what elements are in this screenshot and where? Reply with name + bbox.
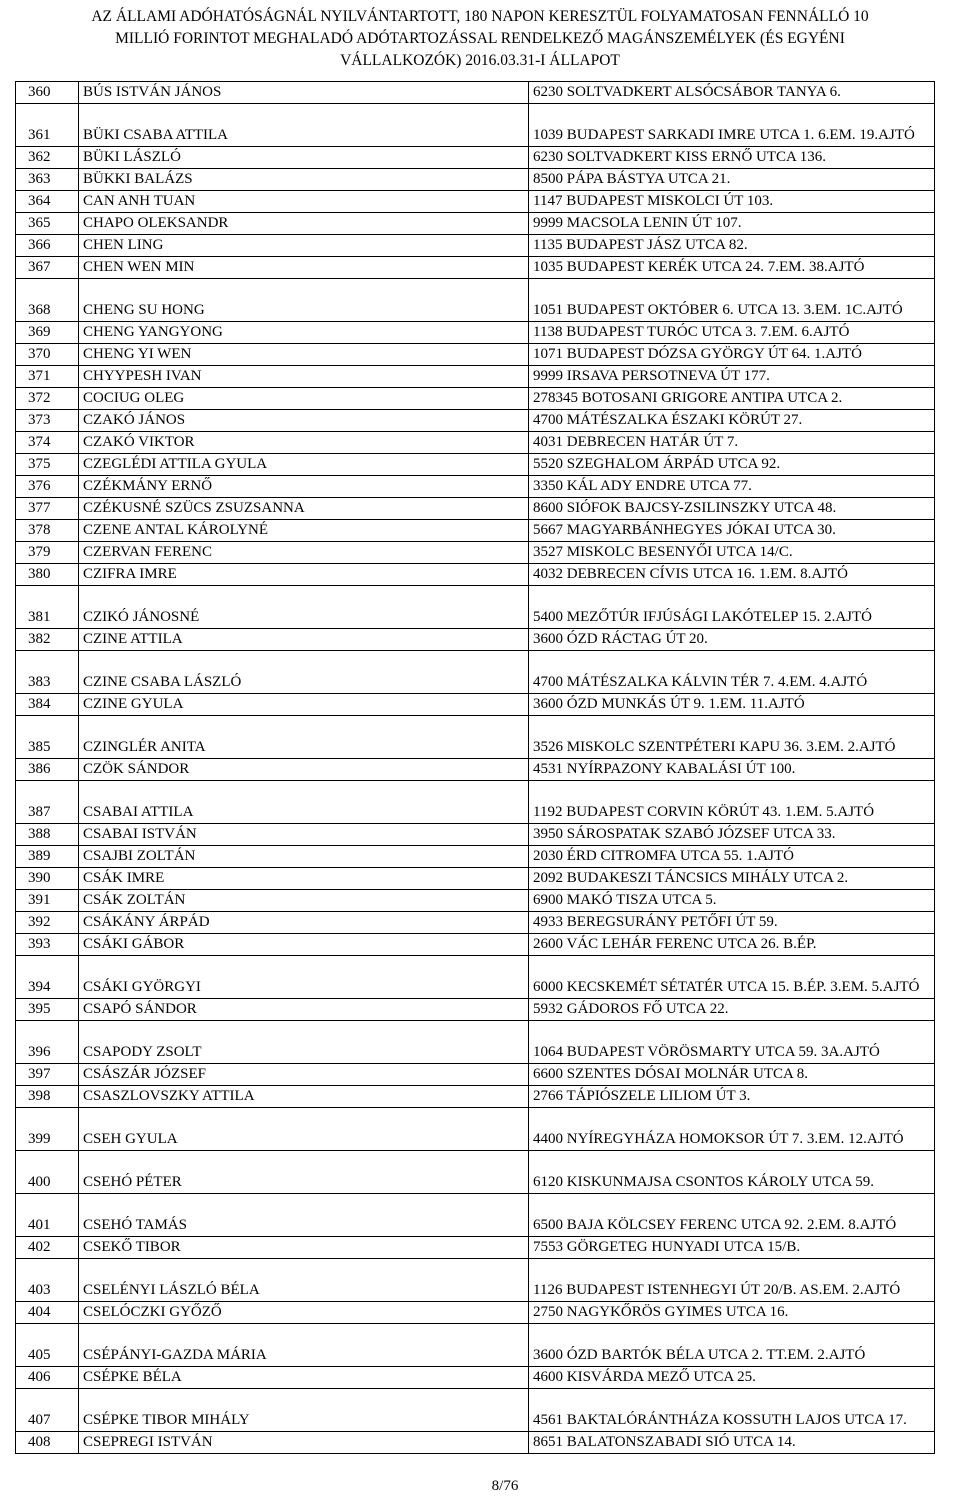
row-name: CAN ANH TUAN: [79, 191, 529, 213]
row-address: 2750 NAGYKŐRÖS GYIMES UTCA 16.: [529, 1302, 935, 1324]
row-name: CZINE CSABA LÁSZLÓ: [79, 651, 529, 694]
row-name: CZEGLÉDI ATTILA GYULA: [79, 454, 529, 476]
row-name: CSABAI ISTVÁN: [79, 824, 529, 846]
row-address: 4031 DEBRECEN HATÁR ÚT 7.: [529, 432, 935, 454]
row-number: 367: [16, 257, 79, 279]
row-name: CSELÉNYI LÁSZLÓ BÉLA: [79, 1259, 529, 1302]
row-name: CSÁKI GÁBOR: [79, 934, 529, 956]
row-number: 371: [16, 366, 79, 388]
row-name: CHENG YI WEN: [79, 344, 529, 366]
row-name: CZIKÓ JÁNOSNÉ: [79, 586, 529, 629]
row-address: 2092 BUDAKESZI TÁNCSICS MIHÁLY UTCA 2.: [529, 868, 935, 890]
taxpayer-table: [15, 81, 935, 1454]
table-row: [16, 1237, 935, 1259]
table-row: [16, 520, 935, 542]
row-number: 402: [16, 1237, 79, 1259]
row-address: 4700 MÁTÉSZALKA ÉSZAKI KÖRÚT 27.: [529, 410, 935, 432]
row-number: 403: [16, 1259, 79, 1302]
table-row: [16, 476, 935, 498]
row-address: 8500 PÁPA BÁSTYA UTCA 21.: [529, 169, 935, 191]
row-name: COCIUG OLEG: [79, 388, 529, 410]
row-number: 364: [16, 191, 79, 213]
row-number: 388: [16, 824, 79, 846]
table-row: [16, 191, 935, 213]
row-name: CSÁK IMRE: [79, 868, 529, 890]
row-address: 2600 VÁC LEHÁR FERENC UTCA 26. B.ÉP.: [529, 934, 935, 956]
row-address: 5400 MEZŐTÚR IFJÚSÁGI LAKÓTELEP 15. 2.AJTÓ: [529, 586, 935, 629]
row-name: CZAKÓ JÁNOS: [79, 410, 529, 432]
table-row: [16, 454, 935, 476]
row-name: BÜKI LÁSZLÓ: [79, 147, 529, 169]
table-row: [16, 344, 935, 366]
table-row: [16, 651, 935, 694]
table-row: [16, 366, 935, 388]
row-number: 379: [16, 542, 79, 564]
table-row: [16, 694, 935, 716]
table-row: [16, 257, 935, 279]
row-number: 408: [16, 1432, 79, 1454]
row-name: BÜKI CSABA ATTILA: [79, 104, 529, 147]
row-number: 382: [16, 629, 79, 651]
table-row: [16, 716, 935, 759]
row-address: 1064 BUDAPEST VÖRÖSMARTY UTCA 59. 3A.AJTÓ: [529, 1021, 935, 1064]
row-address: 6120 KISKUNMAJSA CSONTOS KÁROLY UTCA 59.: [529, 1151, 935, 1194]
row-number: 400: [16, 1151, 79, 1194]
row-address: 1135 BUDAPEST JÁSZ UTCA 82.: [529, 235, 935, 257]
row-address: 3350 KÁL ADY ENDRE UTCA 77.: [529, 476, 935, 498]
row-address: 4561 BAKTALÓRÁNTHÁZA KOSSUTH LAJOS UTCA 17.: [529, 1389, 935, 1432]
row-number: 385: [16, 716, 79, 759]
row-number: 398: [16, 1086, 79, 1108]
row-name: CHENG YANGYONG: [79, 322, 529, 344]
row-address: 3600 ÓZD MUNKÁS ÚT 9. 1.EM. 11.AJTÓ: [529, 694, 935, 716]
row-number: 393: [16, 934, 79, 956]
row-name: CZÉKMÁNY ERNŐ: [79, 476, 529, 498]
row-name: CHEN LING: [79, 235, 529, 257]
table-row: [16, 824, 935, 846]
row-address: 1192 BUDAPEST CORVIN KÖRÚT 43. 1.EM. 5.AJTÓ: [529, 781, 935, 824]
row-number: 370: [16, 344, 79, 366]
row-name: BÜKKI BALÁZS: [79, 169, 529, 191]
row-name: CSÁK ZOLTÁN: [79, 890, 529, 912]
row-name: CZERVAN FERENC: [79, 542, 529, 564]
row-address: 4032 DEBRECEN CÍVIS UTCA 16. 1.EM. 8.AJTÓ: [529, 564, 935, 586]
row-address: 2766 TÁPIÓSZELE LILIOM ÚT 3.: [529, 1086, 935, 1108]
row-address: 4700 MÁTÉSZALKA KÁLVIN TÉR 7. 4.EM. 4.AJTÓ: [529, 651, 935, 694]
table-row: [16, 1151, 935, 1194]
row-name: CSAJBI ZOLTÁN: [79, 846, 529, 868]
row-number: 391: [16, 890, 79, 912]
row-address: 8600 SIÓFOK BAJCSY-ZSILINSZKY UTCA 48.: [529, 498, 935, 520]
table-row: [16, 956, 935, 999]
row-address: 7553 GÖRGETEG HUNYADI UTCA 15/B.: [529, 1237, 935, 1259]
row-number: 395: [16, 999, 79, 1021]
row-name: CZAKÓ VIKTOR: [79, 432, 529, 454]
row-address: 1147 BUDAPEST MISKOLCI ÚT 103.: [529, 191, 935, 213]
row-name: CSAPÓ SÁNDOR: [79, 999, 529, 1021]
row-address: 6000 KECSKEMÉT SÉTATÉR UTCA 15. B.ÉP. 3.EM. 5.AJTÓ: [529, 956, 935, 999]
table-row: [16, 1086, 935, 1108]
table-row: [16, 564, 935, 586]
table-row: [16, 1108, 935, 1151]
row-number: 406: [16, 1367, 79, 1389]
row-name: CSÉPKE BÉLA: [79, 1367, 529, 1389]
row-address: 8651 BALATONSZABADI SIÓ UTCA 14.: [529, 1432, 935, 1454]
table-row: [16, 1064, 935, 1086]
row-address: 4600 KISVÁRDA MEZŐ UTCA 25.: [529, 1367, 935, 1389]
row-name: CHENG SU HONG: [79, 279, 529, 322]
table-row: [16, 890, 935, 912]
row-number: 381: [16, 586, 79, 629]
row-number: 373: [16, 410, 79, 432]
table-row: [16, 82, 935, 104]
row-number: 394: [16, 956, 79, 999]
table-row: [16, 912, 935, 934]
row-address: 1071 BUDAPEST DÓZSA GYÖRGY ÚT 64. 1.AJTÓ: [529, 344, 935, 366]
row-address: 4400 NYÍREGYHÁZA HOMOKSOR ÚT 7. 3.EM. 12.AJTÓ: [529, 1108, 935, 1151]
row-name: CSABAI ATTILA: [79, 781, 529, 824]
row-address: 1126 BUDAPEST ISTENHEGYI ÚT 20/B. AS.EM. 2.AJTÓ: [529, 1259, 935, 1302]
row-number: 405: [16, 1324, 79, 1367]
table-row: [16, 1021, 935, 1064]
table-row: [16, 410, 935, 432]
row-number: 396: [16, 1021, 79, 1064]
row-address: 2030 ÉRD CITROMFA UTCA 55. 1.AJTÓ: [529, 846, 935, 868]
row-number: 365: [16, 213, 79, 235]
table-row: [16, 629, 935, 651]
table-row: [16, 1389, 935, 1432]
table-row: [16, 1194, 935, 1237]
table-row: [16, 235, 935, 257]
row-number: 387: [16, 781, 79, 824]
table-row: [16, 1432, 935, 1454]
table-row: [16, 432, 935, 454]
row-number: 404: [16, 1302, 79, 1324]
row-number: 360: [16, 82, 79, 104]
table-row: [16, 999, 935, 1021]
row-name: CZINE ATTILA: [79, 629, 529, 651]
page-number: 8/76: [491, 1478, 519, 1494]
header-line-2: MILLIÓ FORINTOT MEGHALADÓ ADÓTARTOZÁSSAL RENDELKEZŐ MAGÁNSZEMÉLYEK (ÉS EGYÉNI: [115, 30, 845, 47]
table-row: [16, 169, 935, 191]
row-name: CHAPO OLEKSANDR: [79, 213, 529, 235]
page-header: [0, 6, 960, 72]
row-number: 377: [16, 498, 79, 520]
row-number: 390: [16, 868, 79, 890]
row-name: CSÁKI GYÖRGYI: [79, 956, 529, 999]
row-number: 369: [16, 322, 79, 344]
row-number: 389: [16, 846, 79, 868]
row-number: 374: [16, 432, 79, 454]
row-address: 1039 BUDAPEST SARKADI IMRE UTCA 1. 6.EM. 19.AJTÓ: [529, 104, 935, 147]
row-number: 375: [16, 454, 79, 476]
row-number: 378: [16, 520, 79, 542]
table-row: [16, 759, 935, 781]
row-address: 5520 SZEGHALOM ÁRPÁD UTCA 92.: [529, 454, 935, 476]
row-address: 3526 MISKOLC SZENTPÉTERI KAPU 36. 3.EM. 2.AJTÓ: [529, 716, 935, 759]
table-row: [16, 498, 935, 520]
row-number: 401: [16, 1194, 79, 1237]
table-row: [16, 104, 935, 147]
row-name: CSÁSZÁR JÓZSEF: [79, 1064, 529, 1086]
row-address: 5667 MAGYARBÁNHEGYES JÓKAI UTCA 30.: [529, 520, 935, 542]
row-name: CSELÓCZKI GYŐZŐ: [79, 1302, 529, 1324]
row-name: CSÁKÁNY ÁRPÁD: [79, 912, 529, 934]
table-row: [16, 213, 935, 235]
table-row: [16, 1259, 935, 1302]
row-name: CSÉPÁNYI-GAZDA MÁRIA: [79, 1324, 529, 1367]
row-number: 407: [16, 1389, 79, 1432]
row-address: 3527 MISKOLC BESENYŐI UTCA 14/C.: [529, 542, 935, 564]
row-name: CZIFRA IMRE: [79, 564, 529, 586]
row-number: 399: [16, 1108, 79, 1151]
row-address: 1035 BUDAPEST KERÉK UTCA 24. 7.EM. 38.AJTÓ: [529, 257, 935, 279]
row-name: BÚS ISTVÁN JÁNOS: [79, 82, 529, 104]
row-name: CSEHÓ PÉTER: [79, 1151, 529, 1194]
table-row: [16, 586, 935, 629]
row-address: 1051 BUDAPEST OKTÓBER 6. UTCA 13. 3.EM. 1C.AJTÓ: [529, 279, 935, 322]
row-number: 361: [16, 104, 79, 147]
row-address: 1138 BUDAPEST TURÓC UTCA 3. 7.EM. 6.AJTÓ: [529, 322, 935, 344]
row-number: 397: [16, 1064, 79, 1086]
table-row: [16, 846, 935, 868]
row-number: 362: [16, 147, 79, 169]
row-name: CZÉKUSNÉ SZÜCS ZSUZSANNA: [79, 498, 529, 520]
row-number: 363: [16, 169, 79, 191]
table-row: [16, 1324, 935, 1367]
row-name: CSAPODY ZSOLT: [79, 1021, 529, 1064]
row-address: 278345 BOTOSANI GRIGORE ANTIPA UTCA 2.: [529, 388, 935, 410]
row-address: 6600 SZENTES DÓSAI MOLNÁR UTCA 8.: [529, 1064, 935, 1086]
row-address: 6500 BAJA KÖLCSEY FERENC UTCA 92. 2.EM. 8.AJTÓ: [529, 1194, 935, 1237]
row-name: CHYYPESH IVAN: [79, 366, 529, 388]
table-row: [16, 147, 935, 169]
row-address: 4531 NYÍRPAZONY KABALÁSI ÚT 100.: [529, 759, 935, 781]
row-name: CSEKŐ TIBOR: [79, 1237, 529, 1259]
row-address: 6900 MAKÓ TISZA UTCA 5.: [529, 890, 935, 912]
table-row: [16, 868, 935, 890]
row-address: 6230 SOLTVADKERT ALSÓCSÁBOR TANYA 6.: [529, 82, 935, 104]
row-name: CZINE GYULA: [79, 694, 529, 716]
row-number: 383: [16, 651, 79, 694]
row-name: CSEPREGI ISTVÁN: [79, 1432, 529, 1454]
table-row: [16, 1367, 935, 1389]
table-row: [16, 279, 935, 322]
row-name: CSÉPKE TIBOR MIHÁLY: [79, 1389, 529, 1432]
row-address: 9999 IRSAVA PERSOTNEVA ÚT 177.: [529, 366, 935, 388]
row-address: 9999 MACSOLA LENIN ÚT 107.: [529, 213, 935, 235]
table-row: [16, 781, 935, 824]
row-number: 366: [16, 235, 79, 257]
row-number: 392: [16, 912, 79, 934]
row-name: CSASZLOVSZKY ATTILA: [79, 1086, 529, 1108]
row-name: CSEH GYULA: [79, 1108, 529, 1151]
row-name: CHEN WEN MIN: [79, 257, 529, 279]
table-row: [16, 322, 935, 344]
row-name: CSEHÓ TAMÁS: [79, 1194, 529, 1237]
row-number: 384: [16, 694, 79, 716]
row-number: 368: [16, 279, 79, 322]
table-row: [16, 388, 935, 410]
row-address: 6230 SOLTVADKERT KISS ERNŐ UTCA 136.: [529, 147, 935, 169]
row-name: CZINGLÉR ANITA: [79, 716, 529, 759]
row-address: 3950 SÁROSPATAK SZABÓ JÓZSEF UTCA 33.: [529, 824, 935, 846]
row-number: 386: [16, 759, 79, 781]
header-line-3: VÁLLALKOZÓK) 2016.03.31-I ÁLLAPOT: [340, 52, 620, 69]
row-address: 5932 GÁDOROS FŐ UTCA 22.: [529, 999, 935, 1021]
table-row: [16, 934, 935, 956]
row-address: 3600 ÓZD RÁCTAG ÚT 20.: [529, 629, 935, 651]
row-number: 376: [16, 476, 79, 498]
row-name: CZENE ANTAL KÁROLYNÉ: [79, 520, 529, 542]
row-number: 380: [16, 564, 79, 586]
table-row: [16, 542, 935, 564]
header-line-1: AZ ÁLLAMI ADÓHATÓSÁGNÁL NYILVÁNTARTOTT, 180 NAPON KERESZTÜL FOLYAMATOSAN FENNÁLLÓ 10: [91, 8, 869, 25]
table-row: [16, 1302, 935, 1324]
row-number: 372: [16, 388, 79, 410]
row-name: CZÖK SÁNDOR: [79, 759, 529, 781]
row-address: 4933 BEREGSURÁNY PETŐFI ÚT 59.: [529, 912, 935, 934]
row-address: 3600 ÓZD BARTÓK BÉLA UTCA 2. TT.EM. 2.AJTÓ: [529, 1324, 935, 1367]
